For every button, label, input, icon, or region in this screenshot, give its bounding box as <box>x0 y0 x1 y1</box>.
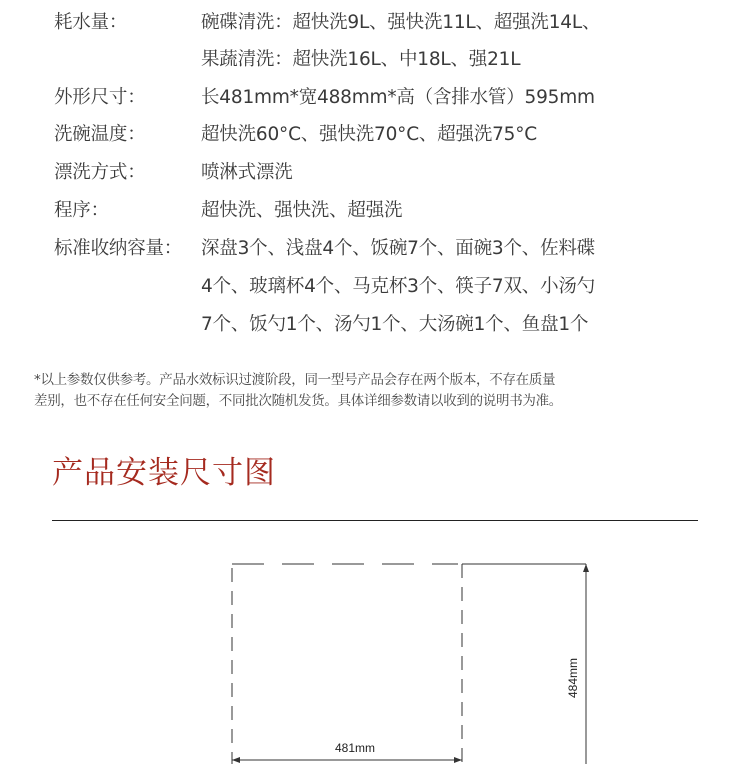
spec-row-water-consumption <box>54 4 734 42</box>
spec-value: 超快洗、强快洗、超强洗 <box>201 200 403 221</box>
spec-row-rinse-method <box>54 154 734 192</box>
depth-label: 484mm <box>566 657 580 699</box>
spec-label: 外形尺寸： <box>54 87 146 108</box>
spec-label: 洗碗温度： <box>54 124 146 145</box>
width-arrow-right <box>454 757 462 763</box>
spec-value: 果蔬清洗：超快洗16L、中18L、强21L <box>201 49 521 70</box>
spec-row-dimensions <box>54 79 734 117</box>
width-arrow-left <box>232 757 240 763</box>
spec-value: 深盘3个、浅盘4个、饭碗7个、面碗3个、佐料碟 <box>201 238 595 259</box>
spec-value: 长481mm*宽488mm*高（含排水管）595mm <box>201 87 595 108</box>
width-label: 481mm <box>334 741 376 755</box>
spec-value: 喷淋式漂洗 <box>201 162 293 183</box>
spec-value: 碗碟清洗：超快洗9L、强快洗11L、超强洗14L、 <box>201 12 601 33</box>
spec-row-water-consumption-cont <box>54 41 734 79</box>
spec-row-capacity <box>54 230 734 268</box>
spec-row-wash-temperature <box>54 116 734 154</box>
spec-label: 耗水量： <box>54 12 128 33</box>
spec-value: 7个、饭勺1个、汤勺1个、大汤碗1个、鱼盘1个 <box>201 314 589 335</box>
depth-arrow-top <box>583 564 589 572</box>
section-divider <box>52 520 698 521</box>
disclaimer-line-2: 差别，也不存在任何安全问题，不同批次随机发货。具体详细参数请以收到的说明书为准。 <box>34 393 562 409</box>
spec-value: 超快洗60°C、强快洗70°C、超强洗75°C <box>201 124 538 145</box>
spec-row-capacity-cont-2 <box>54 306 734 344</box>
spec-row-capacity-cont-1 <box>54 268 734 306</box>
spec-label: 标准收纳容量： <box>54 238 183 259</box>
spec-value: 4个、玻璃杯4个、马克杯3个、筷子7双、小汤勺 <box>201 276 595 297</box>
installation-diagram <box>0 540 750 764</box>
section-title: 产品安装尺寸图 <box>52 455 276 491</box>
disclaimer-line-1: *以上参数仅供参考。产品水效标识过渡阶段，同一型号产品会存在两个版本，不存在质量 <box>34 372 556 388</box>
spec-label: 程序： <box>54 200 109 221</box>
spec-label: 漂洗方式： <box>54 162 146 183</box>
spec-row-programs <box>54 192 734 230</box>
